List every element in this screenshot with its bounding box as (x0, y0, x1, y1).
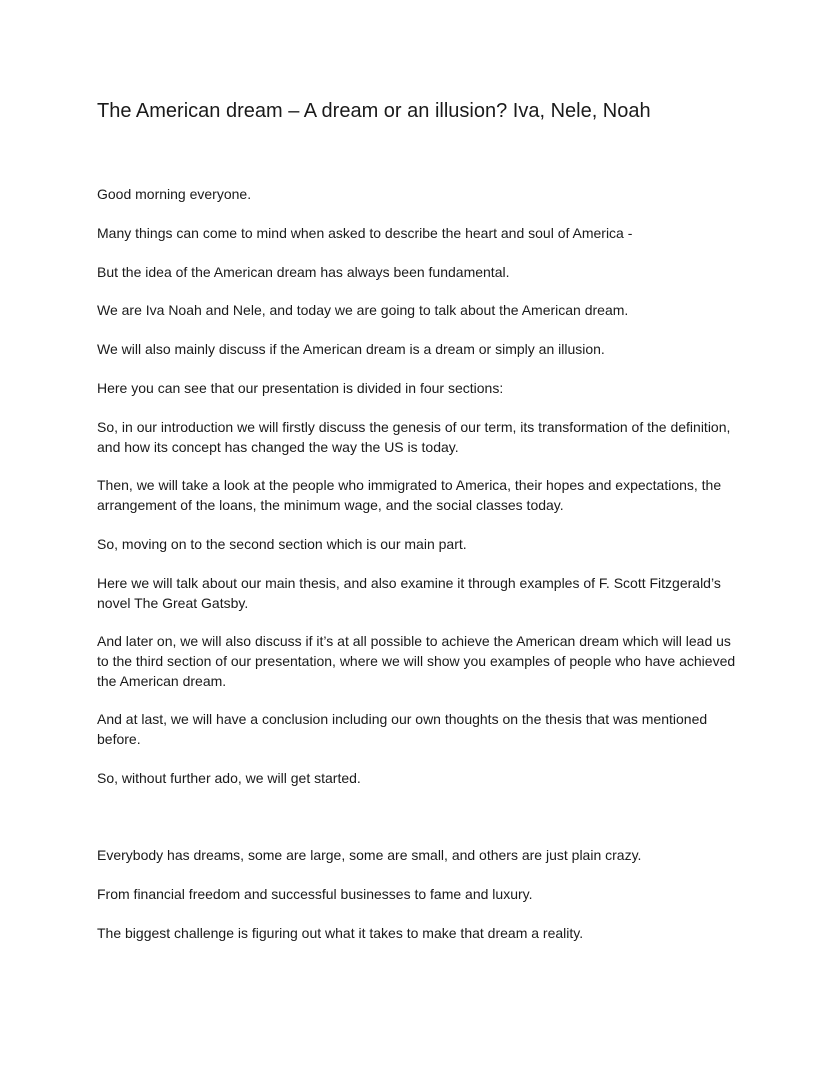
paragraph: And at last, we will have a conclusion including our own thoughts on the thesis that was mentioned before. (97, 711, 708, 747)
paragraph: So, without further ado, we will get started. (97, 770, 361, 786)
paragraph: But the idea of the American dream has always been fundamental. (97, 264, 510, 280)
paragraph: So, moving on to the second section which is our main part. (97, 536, 467, 552)
paragraph: And later on, we will also discuss if it’s at all possible to achieve the American dream which will lead us to the third section of our presentation, where we will show you examples of people who have achieved the American dream. (97, 633, 736, 689)
paragraph: So, in our introduction we will firstly discuss the genesis of our term, its transformation of the definition, and how its concept has changed the way the US is today. (97, 419, 731, 455)
paragraph: We are Iva Noah and Nele, and today we are going to talk about the American dream. (97, 302, 629, 318)
paragraph: Many things can come to mind when asked to describe the heart and soul of America - (97, 225, 633, 241)
paragraph: Good morning everyone. (97, 186, 252, 202)
paragraph: The biggest challenge is figuring out what it takes to make that dream a reality. (97, 925, 584, 941)
paragraph: Everybody has dreams, some are large, some are small, and others are just plain crazy. (97, 847, 642, 863)
paragraph: Then, we will take a look at the people who immigrated to America, their hopes and expectations, the arrangement of the loans, the minimum wage, and the social classes today. (97, 477, 722, 513)
paragraph: Here you can see that our presentation is divided in four sections: (97, 380, 504, 396)
paragraph: From financial freedom and successful businesses to fame and luxury. (97, 886, 533, 902)
document-title: The American dream – A dream or an illusion? Iva, Nele, Noah (97, 100, 651, 122)
paragraph: Here we will talk about our main thesis, and also examine it through examples of F. Scott Fitzgerald’s novel The Great Gatsby. (97, 575, 721, 611)
paragraph: We will also mainly discuss if the American dream is a dream or simply an illusion. (97, 341, 605, 357)
